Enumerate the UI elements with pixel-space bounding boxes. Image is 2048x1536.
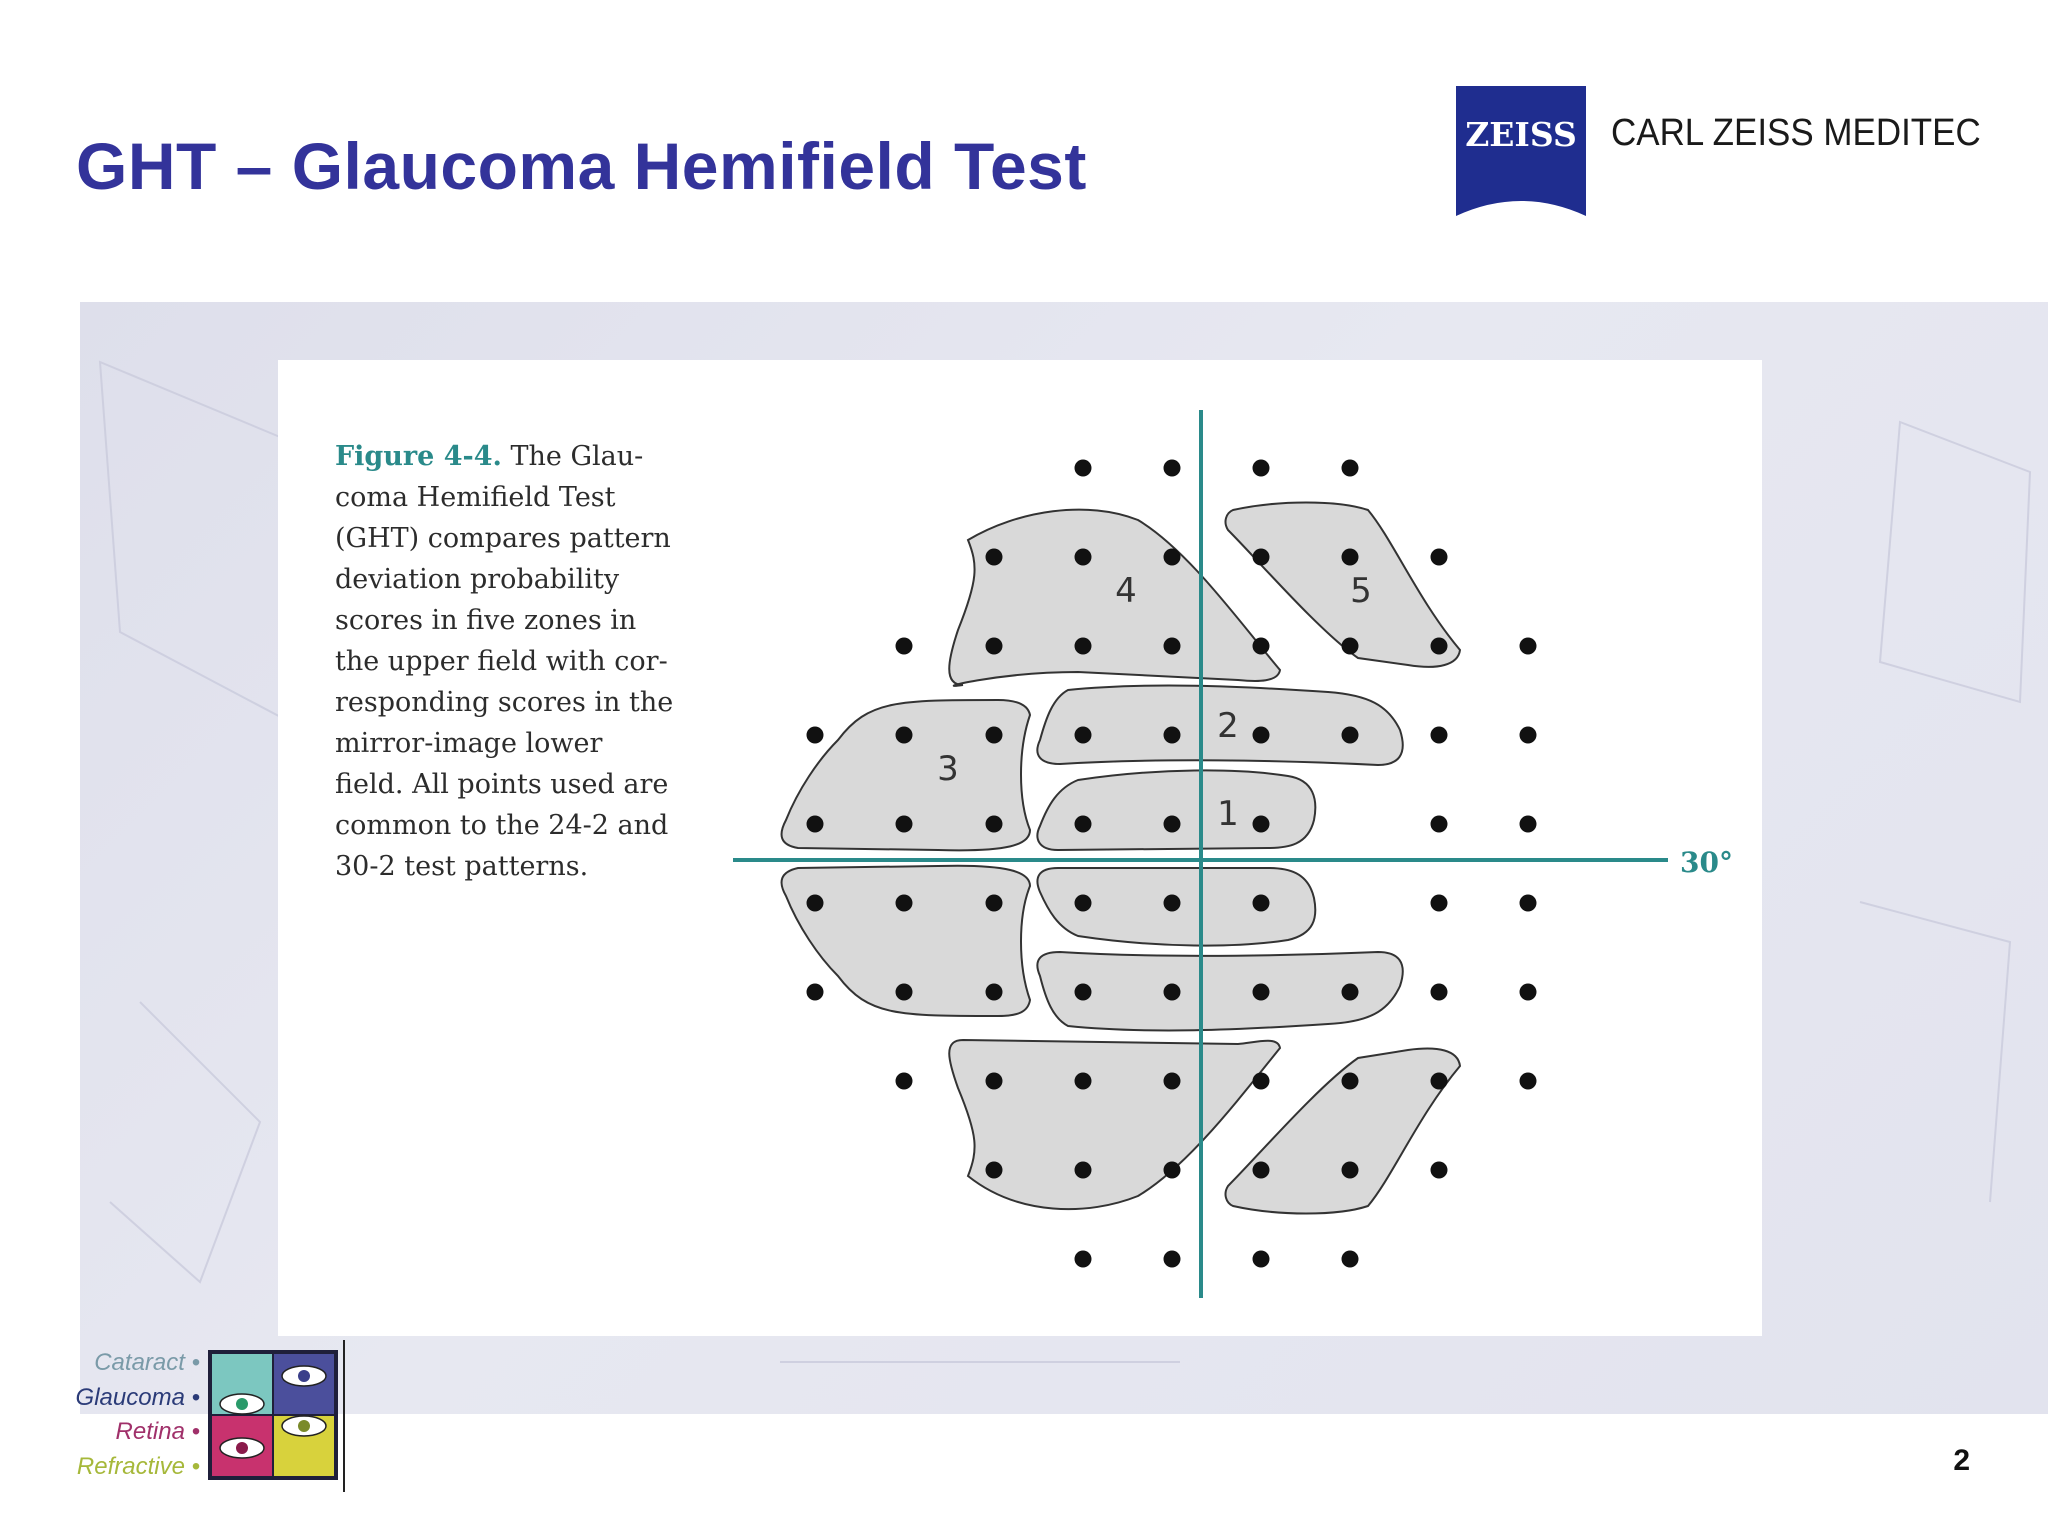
test-point [1253, 984, 1270, 1001]
test-point [1253, 638, 1270, 655]
test-point [986, 895, 1003, 912]
zone-label-4: 4 [1115, 571, 1137, 611]
test-point [1342, 984, 1359, 1001]
test-point [1431, 816, 1448, 833]
test-point [1253, 460, 1270, 477]
slide-title: GHT – Glaucoma Hemifield Test [76, 129, 1087, 203]
caption-line: the upper field with cor- [335, 646, 668, 677]
zeiss-logo [1456, 86, 1586, 216]
test-point [1075, 638, 1092, 655]
test-point [1075, 1162, 1092, 1179]
test-point [1431, 984, 1448, 1001]
test-point [1253, 816, 1270, 833]
zone-1-upper [1037, 770, 1315, 850]
caption-line: deviation probability [335, 564, 620, 595]
caption-line: (GHT) compares pattern [335, 523, 671, 554]
test-point [986, 1073, 1003, 1090]
test-point [1342, 1251, 1359, 1268]
test-point [1075, 895, 1092, 912]
test-point [1075, 549, 1092, 566]
test-point [1431, 638, 1448, 655]
page-number: 2 [1953, 1444, 1970, 1477]
test-point [1431, 549, 1448, 566]
caption-line: 30-2 test patterns. [335, 851, 589, 882]
test-point [1075, 816, 1092, 833]
test-point [986, 549, 1003, 566]
test-point [1431, 895, 1448, 912]
test-point [1164, 460, 1181, 477]
test-point [1520, 727, 1537, 744]
test-point [1253, 549, 1270, 566]
specialty-refractive: Refractive • [76, 1452, 200, 1480]
caption-line: common to the 24-2 and [335, 810, 669, 841]
caption-line: mirror-image lower [335, 728, 603, 759]
zeiss-logo-text: ZEISS [1465, 115, 1577, 154]
test-point [1075, 1251, 1092, 1268]
caption-text: The Glau- [510, 441, 644, 472]
test-point [986, 727, 1003, 744]
zone-label-3: 3 [937, 749, 959, 789]
test-point [1342, 727, 1359, 744]
test-point [1164, 1073, 1181, 1090]
caption-line: scores in five zones in [335, 605, 637, 636]
test-point [1520, 984, 1537, 1001]
caption-line: field. All points used are [335, 769, 669, 800]
test-point [1520, 816, 1537, 833]
test-point [1164, 1251, 1181, 1268]
test-point [1342, 638, 1359, 655]
test-point [986, 816, 1003, 833]
specialty-cataract: Cataract • [94, 1349, 200, 1376]
test-point [896, 895, 913, 912]
specialty-list [20, 1346, 200, 1484]
test-point [807, 727, 824, 744]
zone-label-1: 1 [1217, 794, 1239, 834]
degree-label: 30° [1680, 846, 1733, 879]
test-point [1520, 638, 1537, 655]
test-point [1075, 727, 1092, 744]
figure-label: Figure 4-4. [335, 441, 502, 472]
test-point [807, 984, 824, 1001]
figure-card [278, 360, 1762, 1336]
zone-label-2: 2 [1217, 706, 1239, 746]
test-point [807, 816, 824, 833]
test-point [1164, 895, 1181, 912]
caption-line: responding scores in the [335, 687, 674, 718]
test-point [1164, 984, 1181, 1001]
test-point [1253, 895, 1270, 912]
test-point [1342, 460, 1359, 477]
test-point [1253, 727, 1270, 744]
caption-line: coma Hemifield Test [335, 482, 616, 513]
test-point [1431, 1073, 1448, 1090]
test-point [1164, 1162, 1181, 1179]
test-point [896, 727, 913, 744]
test-point [1164, 549, 1181, 566]
test-point [1164, 727, 1181, 744]
test-point [1342, 549, 1359, 566]
test-point [986, 984, 1003, 1001]
footer-divider [343, 1340, 345, 1492]
test-point [1253, 1251, 1270, 1268]
brand-name: CARL ZEISS MEDITEC [1611, 112, 1981, 154]
test-point [1253, 1162, 1270, 1179]
ght-diagram [278, 360, 1762, 1336]
test-point [1253, 1073, 1270, 1090]
test-point [1342, 1162, 1359, 1179]
test-point [1075, 984, 1092, 1001]
test-point [896, 638, 913, 655]
test-point [1520, 1073, 1537, 1090]
test-point [1431, 727, 1448, 744]
test-point [1075, 1073, 1092, 1090]
test-point [1342, 1073, 1359, 1090]
test-point [1520, 895, 1537, 912]
test-point [807, 895, 824, 912]
test-point [1164, 816, 1181, 833]
test-point [896, 1073, 913, 1090]
test-point [896, 816, 913, 833]
test-point [986, 638, 1003, 655]
zone-label-5: 5 [1350, 571, 1372, 611]
test-point [986, 1162, 1003, 1179]
test-point [1164, 638, 1181, 655]
specialty-glaucoma: Glaucoma • [75, 1383, 200, 1411]
test-point [1075, 460, 1092, 477]
specialty-retina: Retina • [115, 1418, 200, 1445]
test-point [896, 984, 913, 1001]
test-point [1431, 1162, 1448, 1179]
specialty-eye-logo [208, 1350, 338, 1480]
